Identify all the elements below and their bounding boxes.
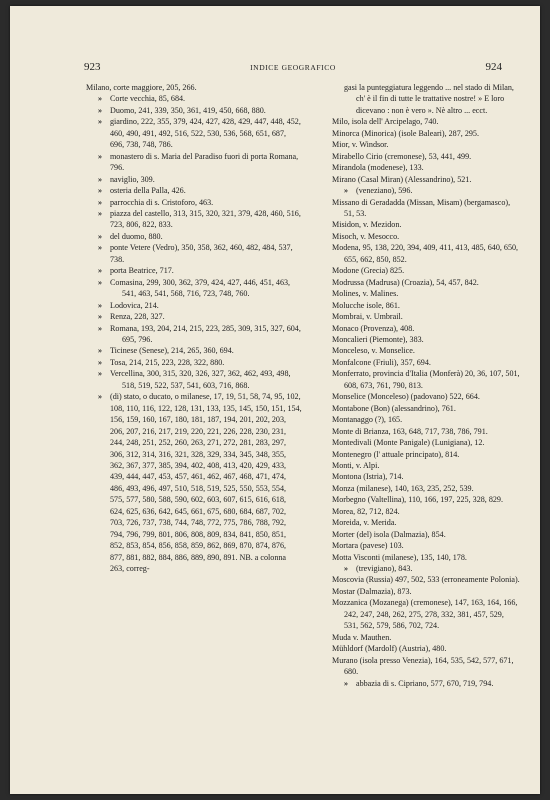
ditto-marker: » — [98, 312, 103, 322]
index-entry-text: Mirabello Cirio (cremonese), 53, 441, 499. — [332, 151, 472, 161]
ditto-marker: » — [98, 392, 103, 402]
index-entry — [332, 517, 520, 528]
index-entry — [332, 540, 520, 551]
index-entry — [332, 277, 520, 288]
right-page-number: 924 — [485, 61, 502, 73]
index-entry — [332, 529, 520, 540]
left-page-number: 923 — [84, 61, 101, 73]
index-entry-text: ponte Vetere (Vedro), 350, 358, 362, 460, 482, 484, 537, 738. — [110, 243, 293, 264]
index-entry — [86, 185, 302, 196]
index-entry-text: Mirandola (modenese), 133. — [332, 163, 424, 173]
ditto-marker: » — [98, 357, 103, 367]
index-entry-text: Ticinese (Senese), 214, 265, 360, 694. — [110, 346, 234, 356]
index-entry — [86, 105, 302, 116]
ditto-marker: » — [344, 564, 349, 574]
index-entry — [332, 391, 520, 402]
index-entry-text: Milo, isola dell' Arcipelago, 740. — [332, 117, 439, 127]
index-entry — [332, 586, 520, 597]
index-entry-text: parrocchia di s. Cristoforo, 463. — [110, 197, 214, 207]
index-entry-text: Mombrai, v. Umbrail. — [332, 312, 403, 322]
index-entry-text: Minorca (Minorica) (isole Baleari), 287, 295. — [332, 128, 479, 138]
index-entry — [86, 300, 302, 311]
index-entry-text: Moncalieri (Piemonte), 383. — [332, 334, 424, 344]
index-entry — [86, 368, 302, 391]
index-entry — [332, 552, 520, 563]
index-entry-text: Monferrato, provincia d'Italia (Monferà) 20, 36, 107, 501, 608, 673, 761, 790, 813. — [332, 369, 520, 390]
index-entry-text: Misoch, v. Mesocco. — [332, 231, 400, 241]
index-entry — [332, 357, 520, 368]
index-entry — [86, 82, 302, 93]
page-header — [84, 60, 502, 74]
ditto-marker: » — [98, 186, 103, 196]
index-entry — [332, 219, 520, 230]
index-entry — [86, 231, 302, 242]
ditto-marker: » — [98, 266, 103, 276]
ditto-marker: » — [344, 678, 349, 688]
index-entry — [86, 151, 302, 174]
index-entry-text: Monselice (Monceleso) (padovano) 522, 664. — [332, 392, 480, 402]
index-entry-text: Modone (Grecia) 825. — [332, 266, 405, 276]
ditto-marker: » — [98, 105, 103, 115]
index-entry — [86, 357, 302, 368]
index-entry — [86, 242, 302, 265]
index-entry-text: Comasina, 299, 300, 362, 379, 424, 427, 446, 451, 463, 541, 463, 541, 568, 716, 723, 748, 760. — [110, 277, 291, 299]
index-entry-text: Montabone (Bon) (alessandrino), 761. — [332, 403, 456, 413]
index-entry — [332, 414, 520, 425]
index-entry — [332, 82, 520, 116]
index-entry — [332, 449, 520, 460]
index-entry-text: Mirano (Casal Miran) (Alessandrino), 521. — [332, 174, 472, 184]
index-entry-text: (veneziano), 596. — [356, 186, 413, 196]
index-entry-text: Molines, v. Malines. — [332, 289, 399, 299]
index-entry-text: (di) stato, o ducato, o milanese, 17, 19, 51, 58, 74, 95, 102, 108, 110, 116, 122, 128, 131, 133, 135, 145, 150, 151, 154, 156, 159, 160, 167, 180, 181, 187, 194, 201, 202, 203, 206, 207, 216, 217, 219, 220, 221, 226, 228, 230, 231, 244, 248, 251, 252, 260, 263, 271, 272, 281, 283, 297, 306, 312, 314, 316, 321, 328, 329, 334, 345, 348, 355, 362, 367, 377, 385, 394, 402, 408, 413, 420, 429, 433, 439, 444, 447, 453, 457, 461, 462, 467, 468, 471, 474, 486, 493, 496, 497, 510, 518, 519, 525, 550, 553, 554, 575, 577, 580, 588, 590, 602, 603, 607, 615, 616, 618, 624, 625, 636, 642, 645, 661, 675, 680, 684, 687, 702, 703, 726, 737, 738, 744, 748, 772, 775, 786, 788, 792, 794, 796, 799, 801, 806, 808, 809, 834, 841, 850, 851, 852, 853, 854, 856, 858, 859, 862, 869, 870, 874, 876, 877, 881, 882, 884, 886, 889, 890, 891. NB. a colonna 263, correg- — [110, 392, 302, 574]
index-entry — [86, 323, 302, 346]
index-entry — [86, 277, 302, 300]
index-entry — [332, 162, 520, 173]
index-entry-text: Mozzanica (Mozanega) (cremonese), 147, 163, 164, 166, 242, 247, 248, 262, 275, 278, 332, 381, 457, 529, 531, 562, 579, 586, 702, 724. — [332, 598, 518, 631]
index-entry-text: Monaco (Provenza), 408. — [332, 323, 415, 333]
index-entry-text: Montenegro (l' attuale principato), 814. — [332, 449, 460, 459]
index-entry-text: Missano di Geradadda (Missan, Misam) (bergamasco), 51, 53. — [332, 197, 511, 218]
index-entry-text: Vercellina, 300, 315, 320, 326, 327, 362, 462, 493, 498, 518, 519, 522, 537, 541, 603, 716, 868. — [110, 369, 291, 390]
index-entry-text: Molucche isole, 861. — [332, 300, 400, 310]
ditto-marker: » — [98, 231, 103, 241]
ditto-marker: » — [98, 117, 103, 127]
index-entry-text: gasi la punteggiatura leggendo ... nel stado di Milan, ch' è il fin di tutte le trattative nostre! » E loro dicevano : non è vero ». Nè altro ... ecct. — [344, 83, 514, 115]
left-column — [86, 82, 302, 574]
index-entry — [332, 494, 520, 505]
index-entry-text: Montedivali (Monte Panigale) (Lunigiana), 12. — [332, 438, 485, 448]
index-entry — [332, 563, 520, 574]
index-entry-text: Tosa, 214, 215, 223, 228, 322, 880. — [110, 357, 225, 367]
index-entry — [332, 403, 520, 414]
ditto-marker: » — [98, 94, 103, 104]
index-entry — [332, 483, 520, 494]
index-entry — [332, 197, 520, 220]
index-entry — [86, 208, 302, 231]
index-entry-text: porta Beatrice, 717. — [110, 266, 174, 276]
index-entry-text: Moscovia (Russia) 497, 502, 533 (erroneamente Polonia). — [332, 575, 520, 585]
index-entry-text: del duomo, 880. — [110, 231, 163, 241]
index-entry-text: Moreida, v. Merida. — [332, 518, 397, 528]
index-entry-text: piazza del castello, 313, 315, 320, 321, 379, 428, 460, 516, 723, 806, 822, 833. — [110, 208, 301, 230]
index-entry-text: Muda v. Mauthen. — [332, 632, 392, 642]
index-entry-text: Monza (milanese), 140, 163, 235, 252, 539. — [332, 483, 474, 493]
right-column — [332, 82, 520, 689]
index-entry — [86, 197, 302, 208]
index-entry-text: osteria della Palla, 426. — [110, 186, 186, 196]
index-entry — [332, 368, 520, 391]
index-entry-text: abbazia di s. Cipriano, 577, 670, 719, 794. — [356, 678, 494, 688]
index-entry — [332, 437, 520, 448]
ditto-marker: » — [98, 243, 103, 253]
index-entry-text: Monte di Brianza, 163, 648, 717, 738, 786, 791. — [332, 426, 488, 436]
ditto-marker: » — [98, 174, 103, 184]
index-entry-text: Mostar (Dalmazia), 873. — [332, 586, 412, 596]
index-entry-text: Modena, 95, 138, 220, 394, 409, 411, 413, 485, 640, 650, 655, 662, 850, 852. — [332, 243, 519, 264]
index-entry-text: Misidon, v. Mezidon. — [332, 220, 402, 230]
index-entry-text: Renza, 228, 327. — [110, 312, 165, 322]
index-entry-text: Morea, 82, 712, 824. — [332, 506, 400, 516]
index-entry — [332, 597, 520, 631]
index-entry — [332, 574, 520, 585]
index-entry-text: Motta Visconti (milanese), 135, 140, 178. — [332, 552, 467, 562]
index-entry — [332, 632, 520, 643]
index-entry — [332, 334, 520, 345]
ditto-marker: » — [98, 208, 103, 218]
index-entry-text: Montona (Istria), 714. — [332, 472, 404, 482]
ditto-marker: » — [98, 151, 103, 161]
index-entry — [332, 231, 520, 242]
ditto-marker: » — [98, 346, 103, 356]
index-entry — [332, 151, 520, 162]
index-entry — [86, 174, 302, 185]
index-entry-text: Lodovica, 214. — [110, 300, 159, 310]
index-entry — [332, 471, 520, 482]
index-entry — [332, 242, 520, 265]
ditto-marker: » — [98, 369, 103, 379]
index-entry-text: naviglio, 309. — [110, 174, 155, 184]
index-entry-text: Corte vecchia, 85, 684. — [110, 94, 186, 104]
ditto-marker: » — [98, 323, 103, 333]
running-title: INDICE GEOGRAFICO — [250, 62, 336, 72]
index-entry-text: monastero di s. Maria del Paradiso fuori di porta Romana, 796. — [110, 151, 299, 173]
ditto-marker: » — [98, 300, 103, 310]
index-entry — [86, 311, 302, 322]
index-entry — [86, 93, 302, 104]
index-entry — [86, 391, 302, 574]
index-entry-text: (trevigiano), 843. — [356, 564, 413, 574]
index-entry-text: Monti, v. Alpi. — [332, 460, 380, 470]
index-entry — [332, 460, 520, 471]
index-entry-text: Duomo, 241, 339, 350, 361, 419, 450, 668, 880. — [110, 105, 266, 115]
index-entry — [332, 139, 520, 150]
book-page — [10, 6, 540, 794]
index-entry — [332, 311, 520, 322]
index-entry-text: Montanaggo (?), 165. — [332, 415, 403, 425]
index-entry-text: Morbegno (Valtellina), 110, 166, 197, 225, 328, 829. — [332, 495, 503, 505]
index-entry-text: giardino, 222, 355, 379, 424, 427, 428, 429, 447, 448, 452, 460, 490, 491, 492, 516, 522, 530, 536, 568, 651, 687, 696, 738, 748, 786. — [110, 117, 301, 150]
index-entry — [332, 116, 520, 127]
ditto-marker: » — [98, 197, 103, 207]
index-entry — [332, 506, 520, 517]
index-entry — [332, 128, 520, 139]
ditto-marker: » — [344, 186, 349, 196]
index-entry — [332, 643, 520, 654]
index-entry — [86, 345, 302, 356]
index-entry — [332, 185, 520, 196]
index-entry-text: Mortara (pavese) 103. — [332, 541, 404, 551]
index-entry — [332, 300, 520, 311]
index-entry — [86, 265, 302, 276]
ditto-marker: » — [98, 277, 103, 287]
index-entry-text: Romana, 193, 204, 214, 215, 223, 285, 309, 315, 327, 604, 695, 796. — [110, 323, 301, 344]
index-entry-text: Morter (del) isola (Dalmazia), 854. — [332, 529, 446, 539]
index-entry-text: Modrussa (Madrusa) (Croazia), 54, 457, 842. — [332, 277, 479, 287]
index-entry — [332, 323, 520, 334]
index-entry-text: Milano, corte maggiore, 205, 266. — [86, 83, 197, 92]
index-entry — [332, 655, 520, 678]
index-entry — [332, 265, 520, 276]
index-entry-text: Mühldorf (Mardolf) (Austria), 480. — [332, 644, 447, 654]
index-entry — [332, 174, 520, 185]
index-entry — [332, 345, 520, 356]
index-entry — [332, 288, 520, 299]
index-entry-text: Murano (isola presso Venezia), 164, 535, 542, 577, 671, 680. — [332, 655, 514, 677]
index-entry-text: Mior, v. Windsor. — [332, 140, 389, 150]
index-entry — [86, 116, 302, 150]
index-entry — [332, 426, 520, 437]
index-entry — [332, 678, 520, 689]
index-entry-text: Monfalcone (Friuli), 357, 694. — [332, 357, 431, 367]
index-entry-text: Monceleso, v. Monselice. — [332, 346, 415, 356]
